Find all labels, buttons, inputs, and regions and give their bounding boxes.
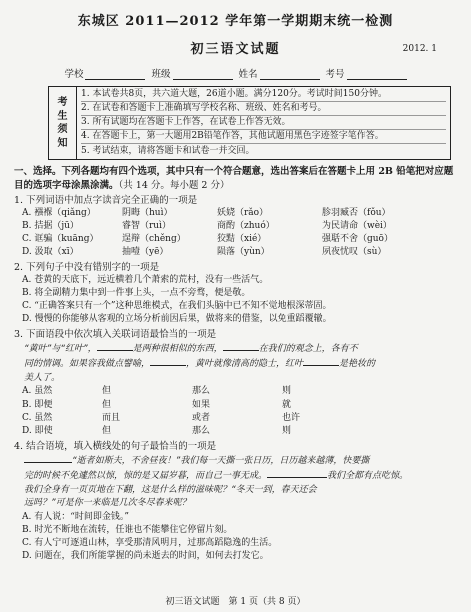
student-info-row	[14, 69, 457, 81]
notice-list	[77, 87, 450, 159]
question-2-option: A. 苍黄的天底下，远近横着几个萧索的荒村，没有一些活气。	[22, 274, 269, 285]
question-1-stem: 1. 下列词语中加点字读音完全正确的一项是	[14, 194, 198, 206]
subtitle-text: 初三语文试题	[190, 42, 281, 58]
notice-item: 2. 在试卷和答题卡上准确填写学校名称、班级、姓名和考号。	[81, 102, 446, 116]
question-4-stem: 4. 结合语境，填入横线处的句子最恰当的一项是	[14, 440, 217, 452]
question-4-option: A. 有人说：“时间即金钱。”	[22, 511, 129, 522]
exam-subtitle	[14, 42, 457, 58]
question-3-passage: “黄叶”与“红叶”， 是两种很相似的东西， 在我们的观念上，各有不 同的情调。如果容我做点譬喻， ，黄叶就像清高的隐士，红叶 是艳妆的 美人了。	[24, 341, 457, 386]
class-field: 班级	[151, 69, 232, 81]
page-footer: 初三语文试题 第 1 页（共 8 页）	[165, 596, 306, 607]
notice-item: 4. 在答题卡上，第一大题用2B铅笔作答，其他试题用黑色字迹签字笔作答。	[81, 130, 446, 144]
notice-item: 3. 所有试题均在答题卡上作答，在试卷上作答无效。	[81, 116, 446, 130]
question-3-options: A. 虽然 但 那么 则 B. 即便 但 如果 就 C. 虽然 而且 或者 也许 D. 即使 但 那么 则	[22, 386, 301, 436]
question-3-stem: 3. 下面语段中依次填入关联词语最恰当的一项是	[14, 329, 217, 341]
exam-date: 2012. 1	[402, 44, 437, 55]
question-2-option: B. 将全副精力集中到一件事上头，一点不旁骛，便是敬。	[22, 287, 251, 298]
section-instructions: 一、选择。下列各题均有四个选项，其中只有一个符合题意，选出答案后在答题卡上用 2B 铅笔把对应题目的选项字母涂黑涂满。（共 14 分。每小题 2 分）	[14, 166, 454, 191]
question-4-option: B. 时光不断地在流转，任谁也不能攀住它停留片刻。	[22, 524, 233, 535]
question-4-option: C. 有人宁可逐逍山林，享受那清风明月，过那高蹈隐逸的生活。	[22, 537, 278, 548]
notice-label: 考 生 须 知	[49, 87, 77, 159]
candidate-notice-box	[48, 86, 451, 160]
question-4-option: D. 问题在，我们所能掌握的尚未逝去的时间，如何去打发它。	[22, 550, 269, 561]
notice-item: 5. 考试结束，请将答题卡和试卷一并交回。	[81, 145, 255, 156]
notice-item: 1. 本试卷共8页，共六道大题，26道小题。满分120分。考试时间150分钟。	[81, 88, 446, 102]
question-2-stem: 2. 下列句子中没有错别字的一项是	[14, 262, 160, 274]
exam-title: 东城区 2011—2012 学年第一学期期末统一检测	[77, 14, 394, 29]
question-2-option: D. 慢慢的你能够从客观的立场分析前因后果，做将来的借鉴，以免重蹈覆辙。	[22, 314, 332, 325]
question-2-option: C. “正确答案只有一个”这种思维模式，在我们头脑中已不知不觉地根深蒂固。	[22, 301, 332, 311]
exam-number-field: 考号	[326, 69, 407, 81]
name-field: 姓名	[239, 69, 320, 81]
question-1-options: A. 襁褓（qiǎng） 阴晦（huì） 妖娆（rǎo） 胗羽臧否（fǒu） B. 拮据（jū） 睿智（ruì） 商酌（zhuó） 为民请命（wèi） C. 诓骗（kuāng） 逞辩（chěng） 狡黠（xié） 强聒不舍（guō） D. 汲取（xī） 抽噎（yē） 陨落（yùn） 夙夜忧叹（sù）	[22, 207, 393, 257]
school-field: 学校	[64, 69, 145, 81]
question-4-passage: “逝者如斯夫，不舍昼夜！”我们每一天撕一张日历，日历越来越薄，快要撕 完的时候不免遽然以惊，惊的是又届岁暮，而自己一事无成。 我们全都有点吃惊。 我们全身有一页页地在下翻，这是什么样的滋味呢？“冬天一到，春天还会 远吗？”可是你一来临是几次冬尽春来呢？	[24, 453, 457, 511]
